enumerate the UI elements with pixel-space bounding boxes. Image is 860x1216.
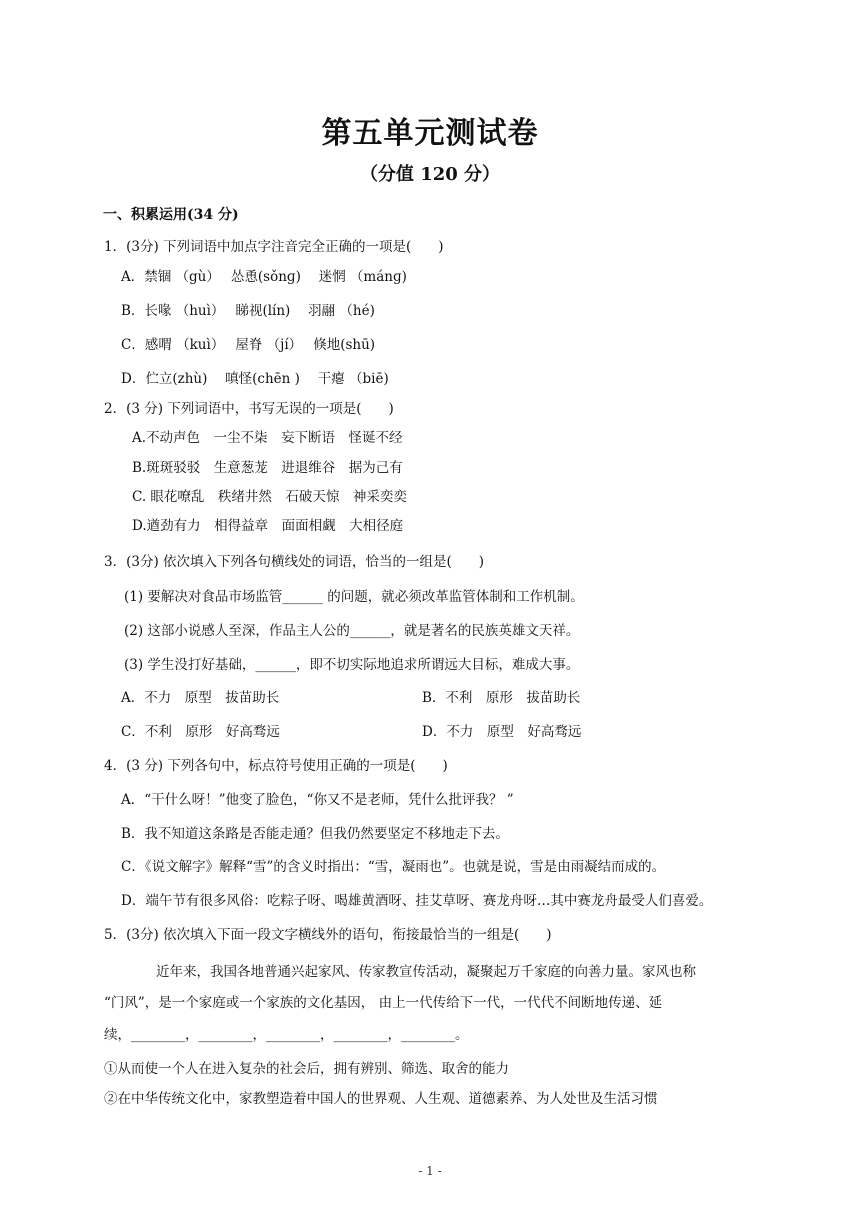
page-title: 第五单元测试卷 [321, 116, 539, 151]
question-3-option-b: B．不利 原形 拔苗助长 [422, 690, 581, 706]
question-4-option-d: D．端午节有很多风俗：吃粽子呀、喝雄黄酒呀、挂艾草呀、赛龙舟呀…其中赛龙舟最受人们喜爱。 [121, 893, 713, 909]
question-3-option-d: D．不力 原型 好高骛远 [422, 724, 582, 740]
question-2-option-c: C. 眼花嘹乱 秩绪井然 石破天惊 神采奕奕 [132, 489, 407, 505]
question-3-option-c: C．不利 原形 好高骛远 [121, 724, 280, 740]
question-5-stem: 5．(3分) 依次填入下面一段文字横线外的语句，衔接最恰当的一组是( ) [104, 927, 552, 943]
question-1-option-a: A．禁锢 （gù） 怂恿(sǒnɡ) 迷惘 （mánɡ) [121, 269, 407, 285]
question-2-option-b: B.斑斑驳驳 生意葱茏 进退维谷 据为己有 [132, 460, 403, 476]
question-3-option-a: A．不力 原型 拔苗助长 [121, 690, 280, 706]
question-4-option-a: A．“干什么呀！”他变了脸色，“你又不是老师，凭什么批评我？ ” [121, 792, 514, 808]
question-3-sentence-3: (3) 学生没打好基础，______，即不切实际地追求所谓远大目标，难成大事。 [124, 657, 580, 673]
question-5-passage-line-1: 近年来，我国各地普通兴起家风、传家教宣传活动，凝聚起万千家庭的向善力量。家风也称 [156, 964, 696, 980]
section-heading: 一、积累运用(34 分) [103, 207, 239, 223]
question-5-passage-line-3: 续，________，________，________，________，________。 [104, 1027, 469, 1043]
question-2-option-d: D.遒劲有力 相得益章 面面相觑 大相径庭 [132, 518, 404, 534]
question-1-option-b: B．长喙 （huì） 睇视(lín) 羽翮 （hé) [121, 303, 375, 319]
question-3-sentence-1: (1) 要解决对食品市场监管______ 的问题，就必须改革监管体制和工作机制。 [124, 589, 584, 605]
question-3-stem: 3．(3分) 依次填入下列各句横线处的词语，恰当的一组是( ) [104, 554, 485, 570]
question-4-stem: 4．(3 分) 下列各句中，标点符号使用正确的一项是( ) [104, 758, 448, 774]
question-4-option-c: C．《说文解字》解释“雪”的含义时指出：“雪，凝雨也”。也就是说，雪是由雨凝结而成的。 [121, 859, 666, 875]
page-subtitle: （分值 120 分） [359, 164, 501, 185]
question-4-option-b: B．我不知道这条路是否能走通？但我仍然要坚定不移地走下去。 [121, 826, 509, 842]
question-1-option-d: D．伫立(zhù) 嗔怪(chēn ) 干瘪 （biē) [121, 371, 389, 387]
question-1-stem: 1．(3分) 下列词语中加点字注音完全正确的一项是( ) [104, 239, 444, 255]
question-2-stem: 2．(3 分) 下列词语中，书写无误的一项是( ) [104, 401, 394, 417]
question-5-passage-line-2: “门风”，是一个家庭或一个家族的文化基因， 由上一代传给下一代，一代代不间断地传递、延 [104, 995, 663, 1011]
question-5-sentence-1: ①从而使一个人在进入复杂的社会后，拥有辨别、筛选、取舍的能力 [104, 1061, 509, 1077]
question-1-option-c: C．感喟 （kuì） 屋脊 （jí） 倏地(shū) [121, 337, 376, 353]
question-2-option-a: A.不动声色 一尘不柒 妄下断语 怪诞不经 [132, 430, 403, 446]
question-5-sentence-2: ②在中华传统文化中，家教塑造着中国人的世界观、人生观、道德素养、为人处世及生活习惯 [104, 1091, 658, 1107]
page-number: - 1 - [418, 1164, 442, 1178]
question-3-sentence-2: (2) 这部小说感人至深，作品主人公的______，就是著名的民族英雄文天祥。 [124, 623, 580, 639]
